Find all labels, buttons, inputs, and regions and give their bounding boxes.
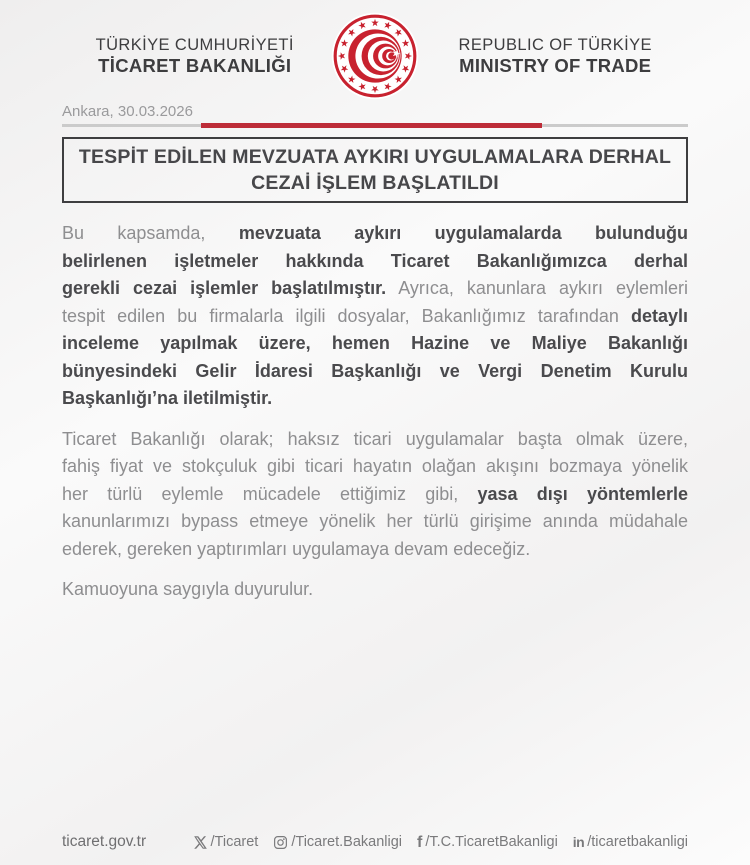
header [62,10,688,102]
instagram-icon [273,835,288,850]
bold-text: gerekli cezai işlemler başlatılmıştır. [62,278,387,298]
bold-text: belirlenen işletmeler hakkında Ticaret Bakanlığımızca derhal [62,250,688,271]
paragraph [62,220,688,413]
social-link-x[interactable] [193,834,259,850]
regular-text: Kamuoyuna saygıyla duyurulur. [62,579,314,599]
title-box [62,137,688,203]
bold-text: Başkanlığı’na iletilmiştir. [62,388,273,408]
regular-text: kanunlarımızı bypass etmeye yönelik her türlü girişime anında müdahale [62,511,688,531]
paragraph [62,576,688,604]
text-line [62,576,688,604]
regular-text: Ticaret Bakanlığı olarak; haksız ticari uygulamalar başta olmak üzere, [62,428,688,449]
header-right [423,35,689,77]
regular-text: ederek, gereken yaptırımları uygulamaya devam edeceğiz. [62,538,531,559]
divider [62,123,688,128]
text-line [62,536,688,564]
social-handle: /ticaretbakanligi [587,834,688,850]
announcement-title: TESPİT EDİLEN MEVZUATA AYKIRI UYGULAMALARA DERHAL CEZAİ İŞLEM BAŞLATILDI [78,146,672,194]
social-link-instagram[interactable] [273,834,402,850]
regular-text: Bu kapsamda, [62,223,239,243]
divider-gray-left [62,124,201,128]
ministry-emblem-icon [329,10,421,102]
body-paragraphs [62,220,688,617]
bold-text: detaylı [630,305,688,326]
regular-text: tespit edilen bu firmalarla ilgili dosyalar, Bakanlığımız tarafından [62,305,631,326]
text-line [62,358,688,386]
bold-text: inceleme yapılmak üzere, hemen Hazine ve Maliye Bakanlığı [62,333,688,353]
paragraph [62,426,688,564]
header-left [62,35,328,77]
dateline: Ankara, 30.03.2026 [62,103,193,120]
text-line [62,453,688,481]
text-line [62,385,688,413]
bold-text: bünyesindeki Gelir İdaresi Başkanlığı ve Vergi Denetim Kurulu [62,360,688,381]
text-line [62,220,688,248]
x-icon [193,835,208,850]
divider-gray-right [542,124,688,128]
social-handle: /Ticaret.Bakanligi [291,834,403,850]
text-line [62,275,688,303]
regular-text: Ayrıca, kanunlara aykırı eylemleri [386,278,688,298]
social-handle: /Ticaret [210,834,259,850]
text-line [62,330,688,358]
regular-text: her türlü eylemle mücadele ettiğimiz gibi, [62,483,478,504]
header-right-line1: REPUBLIC OF TÜRKİYE [458,36,652,54]
regular-text: fahiş fiyat ve stokçuluk gibi ticari hayatın olağan akışını bozmaya yönelik [62,456,688,476]
footer [62,833,688,851]
social-handle: /T.C.TicaretBakanligi [425,834,558,850]
social-link-facebook[interactable] [417,834,558,850]
website-link[interactable]: ticaret.gov.tr [62,833,147,850]
social-links [193,834,688,850]
bold-text: mevzuata aykırı uygulamalarda bulunduğu [238,223,688,243]
divider-red-segment [201,123,542,128]
social-link-linkedin[interactable] [573,834,688,850]
linkedin-icon: in [572,833,585,850]
text-line [62,426,688,454]
header-left-line2: TİCARET BAKANLIĞI [98,55,292,76]
text-line [62,303,688,331]
text-line [62,508,688,536]
bold-text: yasa dışı yöntemlerle [477,483,688,504]
header-left-line1: TÜRKİYE CUMHURİYETİ [95,36,294,54]
text-line [62,481,688,509]
header-right-line2: MINISTRY OF TRADE [459,55,652,76]
ministry-of-trade-logo [328,10,423,102]
text-line [62,248,688,276]
facebook-icon: f [417,833,423,851]
